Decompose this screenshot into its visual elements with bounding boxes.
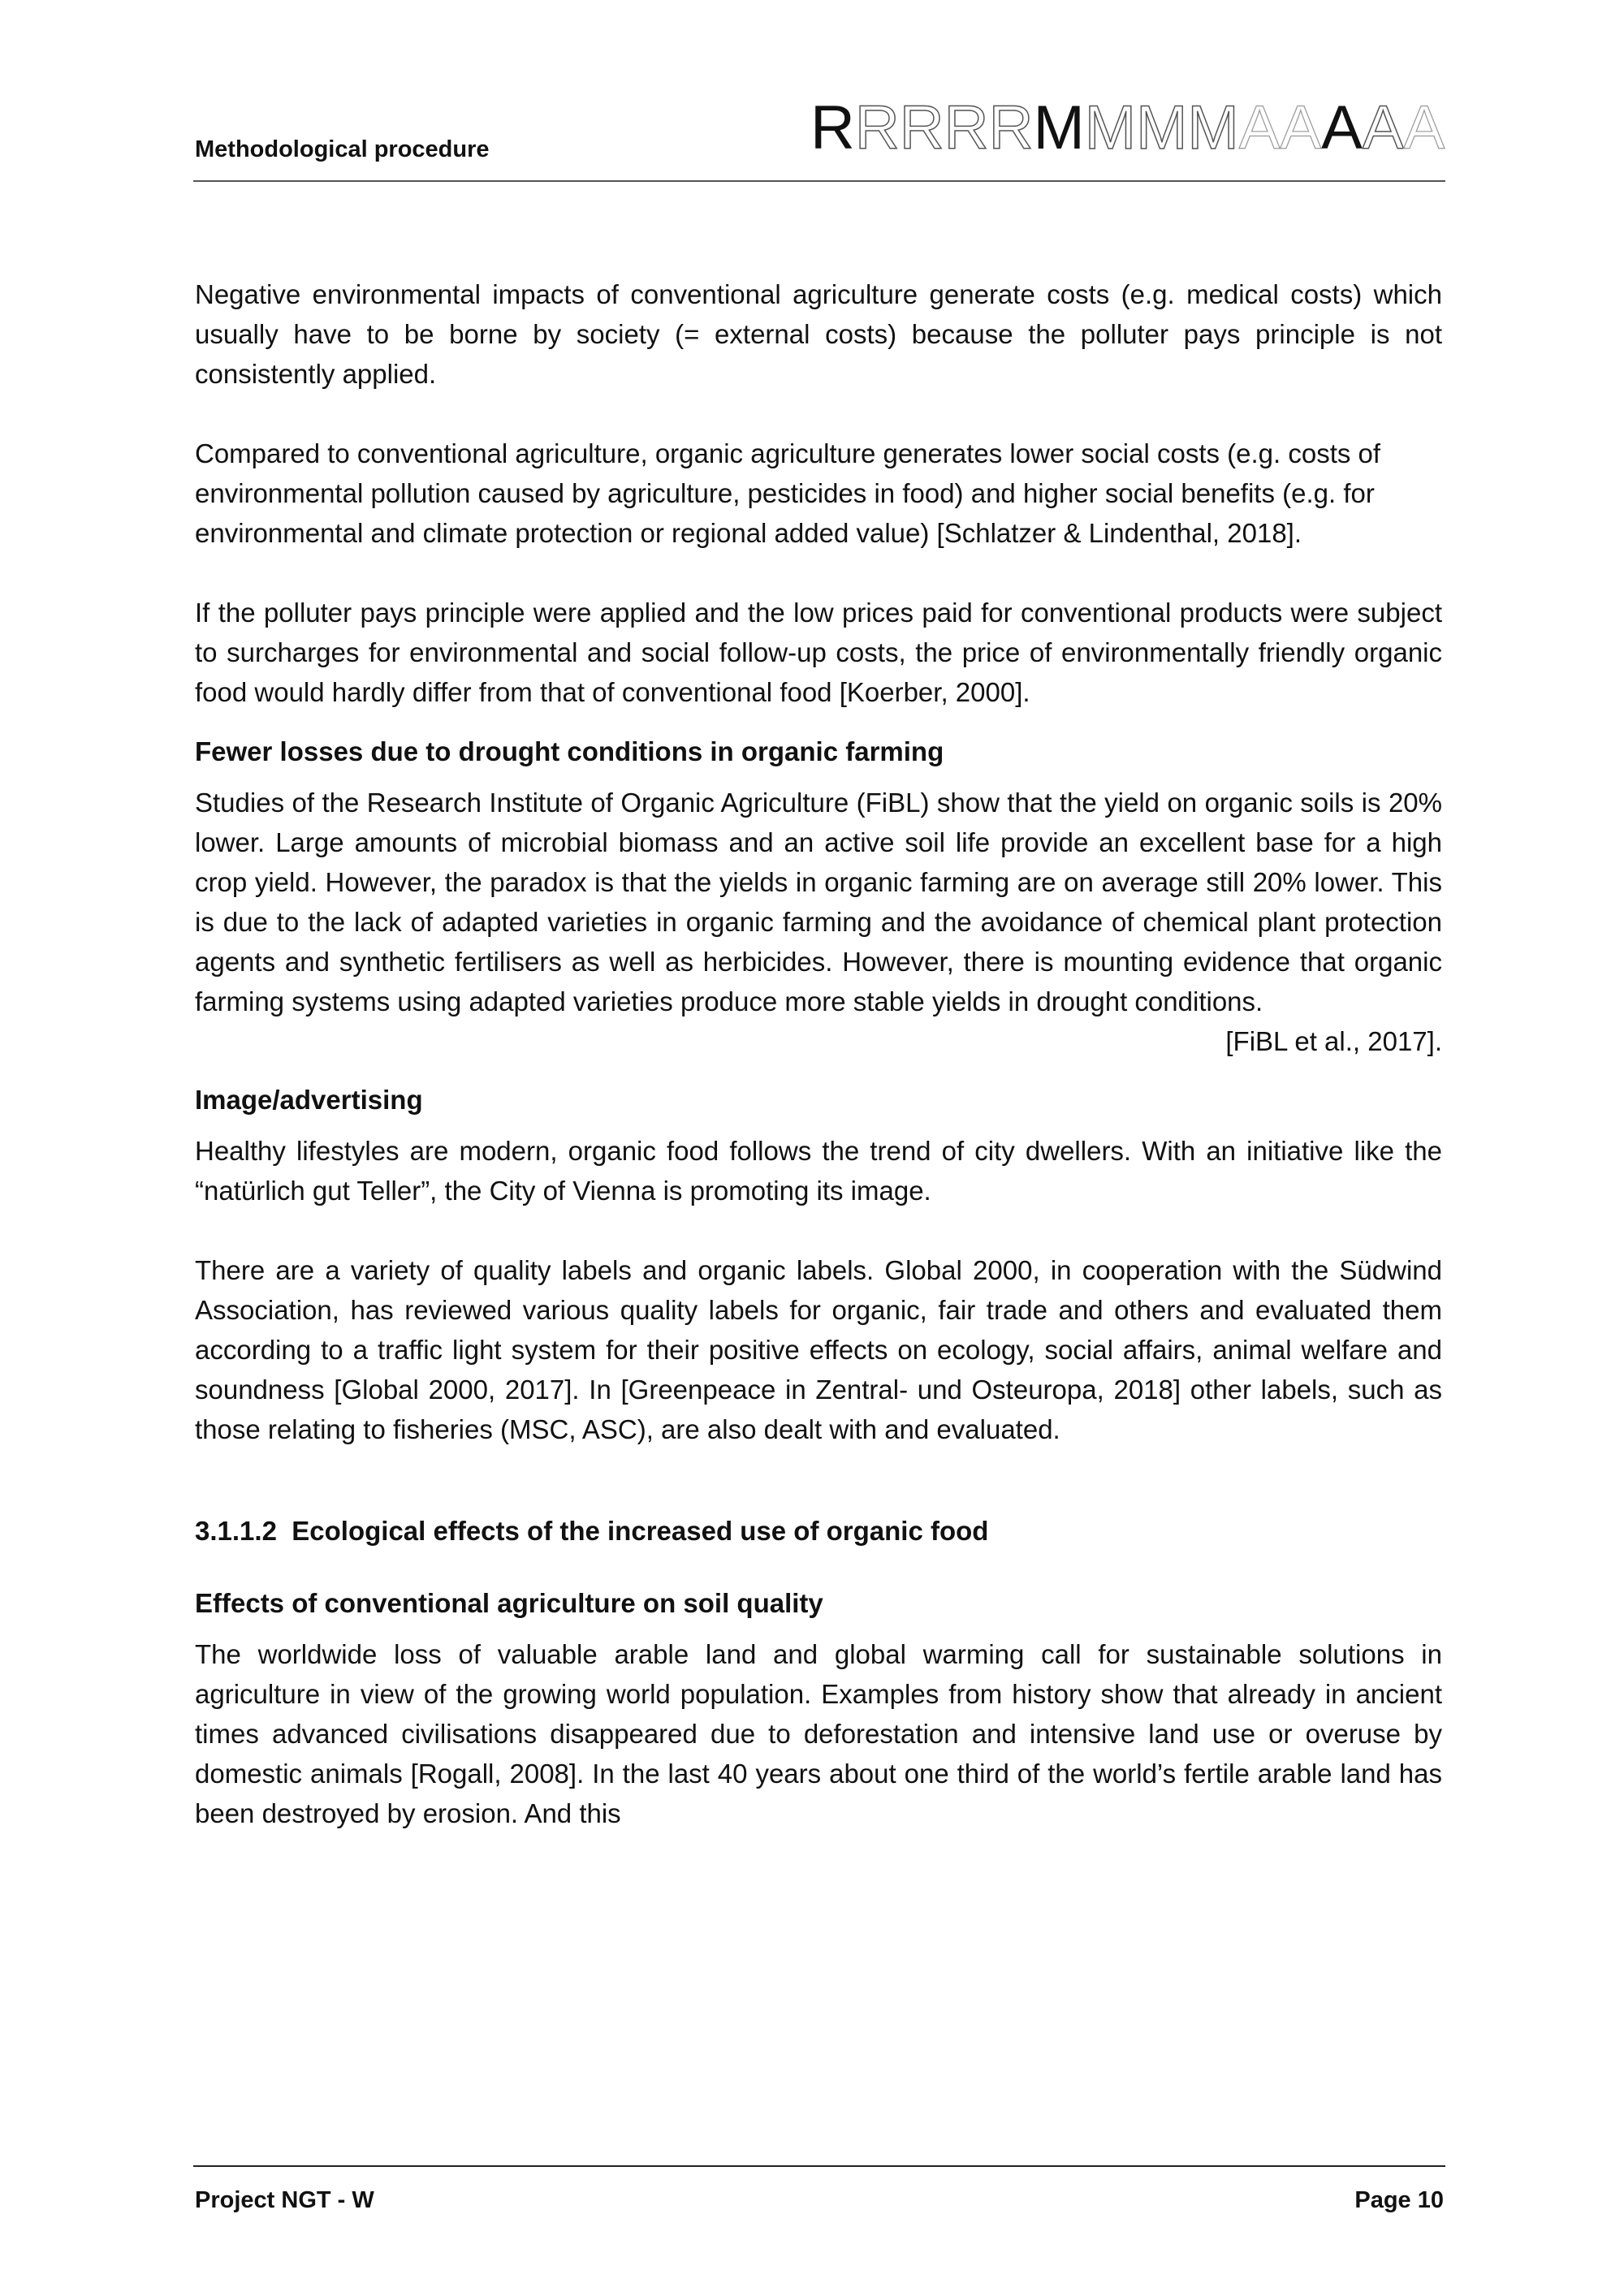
- paragraph-external-costs: Negative environmental impacts of conventional agriculture generate costs (e.g. medical costs) which usually have to be borne by society (= external costs) because the polluter pays principle is not consistently applied.: [195, 279, 1442, 389]
- paragraph-polluter-pays: If the polluter pays principle were applied and the low prices paid for conventional products were subject to surcharges for environmental and social follow-up costs, the price of environmentally friendly organic food would hardly differ from that of conventional food [Koerber, 2000].: [195, 598, 1442, 707]
- heading-soil-quality: Effects of conventional agriculture on soil quality: [195, 1588, 823, 1618]
- footer-page-number: Page 10: [1354, 2187, 1444, 2213]
- section-number: 3.1.1.2: [195, 1516, 277, 1546]
- section-heading: [195, 1511, 1442, 1551]
- running-header-title: Methodological procedure: [195, 136, 490, 162]
- paragraph-healthy-lifestyles: Healthy lifestyles are modern, organic food follows the trend of city dwellers. With an initiative like the “natürlich gut Teller”, the City of Vienna is promoting its image.: [195, 1136, 1442, 1206]
- logo: R R R R R M M M M A A A A A: [810, 93, 1445, 162]
- paragraph-quality-labels: There are a variety of quality labels and organic labels. Global 2000, in cooperation with the Südwind Association, has reviewed various quality labels for organic, fair trade and others and evaluated them according to a traffic light system for their positive effects on ecology, social affairs, animal welfare and soundness [Global 2000, 2017]. In [Greenpeace in Zentral- und Osteuropa, 2018] other labels, such as those relating to fisheries (MSC, ASC), are also dealt with and evaluated.: [195, 1255, 1442, 1444]
- footer-project: Project NGT - W: [195, 2187, 374, 2213]
- section-title: Ecological effects of the increased use of organic food: [292, 1516, 989, 1546]
- paragraph-social-costs: Compared to conventional agriculture, organic agriculture generates lower social costs (e.g. costs of environmental pollution caused by agriculture, pesticides in food) and higher social benefits (e.g. for environmental and climate protection or regional added value) [Schlatzer & Lindenthal, 2018].: [195, 438, 1381, 548]
- paragraph-fibl-study: Studies of the Research Institute of Organic Agriculture (FiBL) show that the yield on organic soils is 20% lower. Large amounts of microbial biomass and an active soil life provide an excellent base for a high crop yield. However, the paradox is that the yields in organic farming are on average still 20% lower. This is due to the lack of adapted varieties in organic farming and the avoidance of chemical plant protection agents and synthetic fertilisers as well as herbicides. However, there is mounting evidence that organic farming systems using adapted varieties produce more stable yields in drought conditions.: [195, 788, 1442, 1016]
- citation-fibl: [FiBL et al., 2017].: [1225, 1026, 1442, 1056]
- heading-drought: Fewer losses due to drought conditions in organic farming: [195, 736, 944, 766]
- header-divider: [193, 180, 1445, 182]
- footer-divider: [193, 2165, 1445, 2167]
- heading-image-advertising: Image/advertising: [195, 1085, 423, 1115]
- page-body: [195, 274, 1442, 1833]
- paragraph-arable-land: The worldwide loss of valuable arable land and global warming call for sustainable solutions in agriculture in view of the growing world population. Examples from history show that already in ancient times advanced civilisations disappeared due to deforestation and intensive land use or overuse by domestic animals [Rogall, 2008]. In the last 40 years about one third of the world’s fertile arable land has been destroyed by erosion. And this: [195, 1639, 1442, 1828]
